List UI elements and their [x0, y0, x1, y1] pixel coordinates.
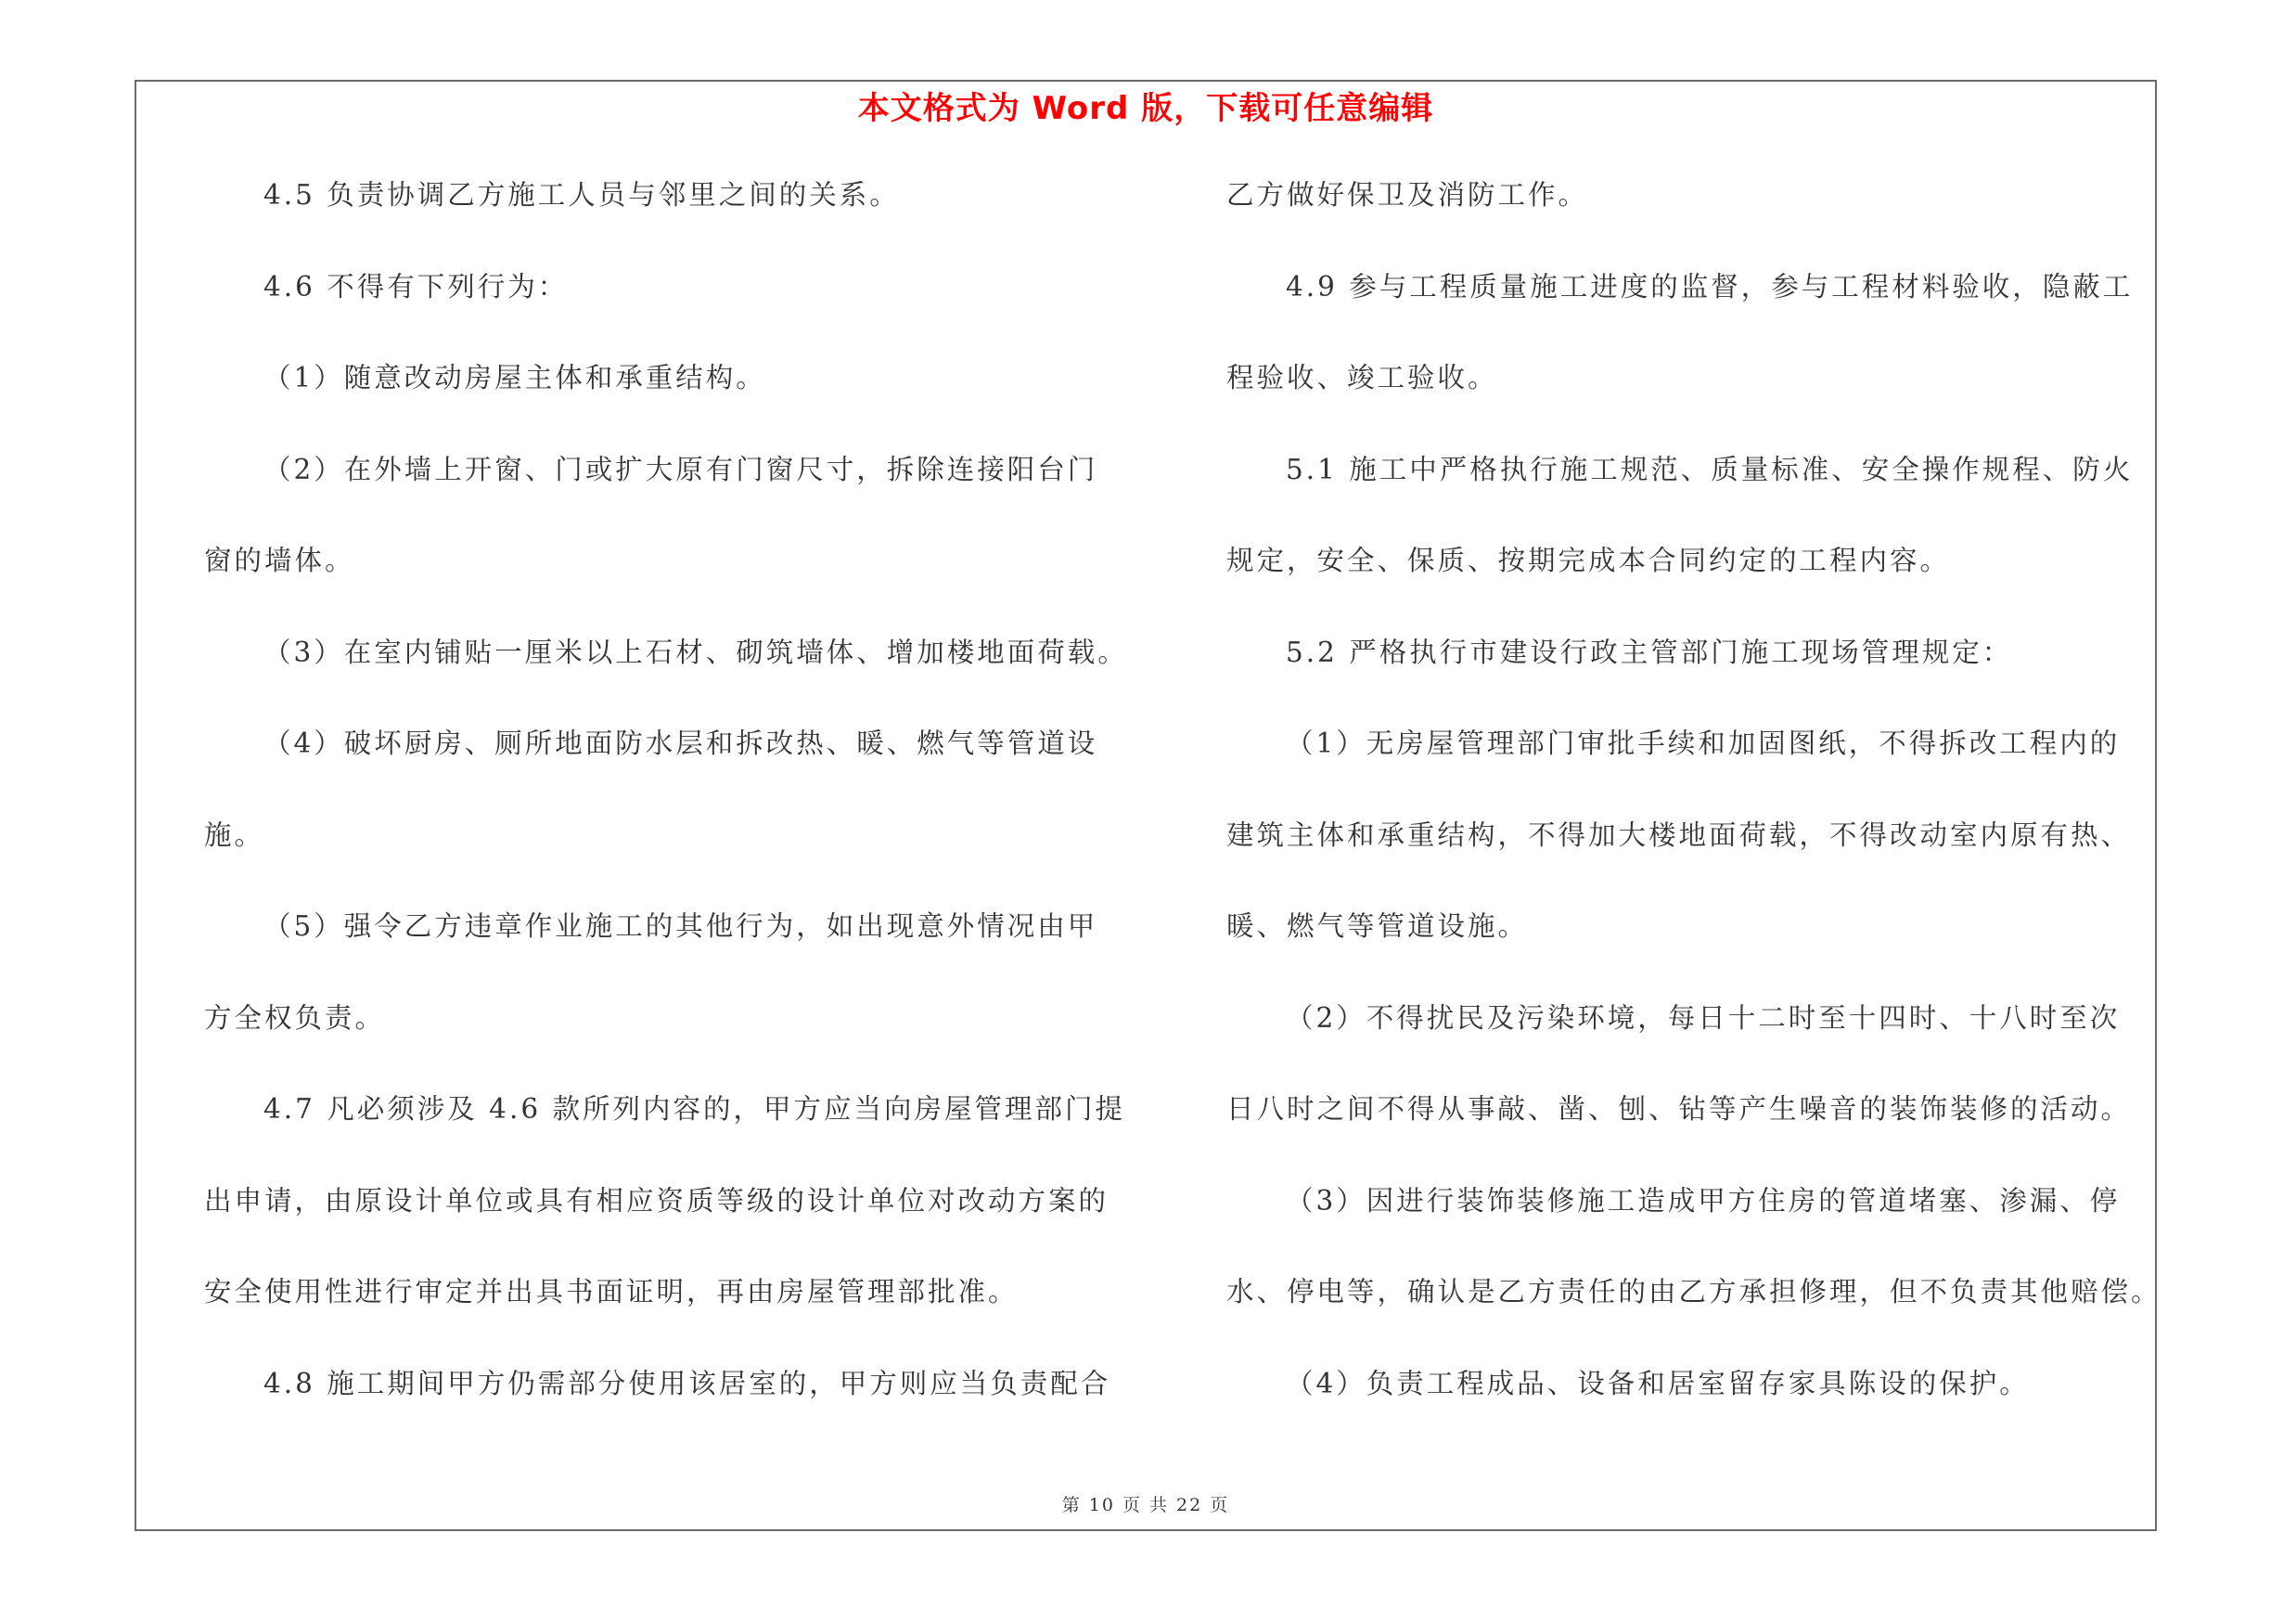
text-line: 日八时之间不得从事敲、凿、刨、钻等产生噪音的装饰装修的活动。 — [1226, 1093, 2132, 1125]
text-line: 方全权负责。 — [204, 1001, 386, 1034]
text-line: （3）在室内铺贴一厘米以上石材、砌筑墙体、增加楼地面荷载。 — [263, 636, 1128, 668]
text-line: （1）无房屋管理部门审批手续和加固图纸，不得拆改工程内的 — [1286, 728, 2121, 759]
text-line: 5.1 施工中严格执行施工规范、质量标准、安全操作规程、防火 — [1286, 453, 2134, 485]
text-line: （3）因进行装饰装修施工造成甲方住房的管道堵塞、渗漏、停 — [1286, 1184, 2121, 1217]
text-line: 程验收、竣工验收。 — [1226, 362, 1498, 393]
text-line: 出申请，由原设计单位或具有相应资质等级的设计单位对改动方案的 — [204, 1184, 1110, 1217]
text-line: 4.6 不得有下列行为： — [263, 270, 569, 303]
text-line: （5）强令乙方违章作业施工的其他行为，如出现意外情况由甲 — [263, 910, 1098, 942]
text-line: 4.7 凡必须涉及 4.6 款所列内容的，甲方应当向房屋管理部门提 — [263, 1093, 1125, 1125]
text-line: 暖、燃气等管道设施。 — [1226, 910, 1529, 942]
text-line: 水、停电等，确认是乙方责任的由乙方承担修理，但不负责其他赔偿。 — [1226, 1276, 2161, 1307]
text-line: 乙方做好保卫及消防工作。 — [1226, 179, 1589, 211]
text-line: （4）破坏厨房、厕所地面防水层和拆改热、暖、燃气等管道设 — [263, 728, 1098, 759]
page-number-footer: 第 10 页 共 22 页 — [1061, 1495, 1230, 1515]
text-line: 规定，安全、保质、按期完成本合同约定的工程内容。 — [1226, 545, 1951, 576]
text-line: （4）负责工程成品、设备和居室留存家具陈设的保护。 — [1286, 1367, 2030, 1399]
text-line: 4.8 施工期间甲方仍需部分使用该居室的，甲方则应当负责配合 — [263, 1367, 1111, 1399]
text-line: （2）在外墙上开窗、门或扩大原有门窗尺寸，拆除连接阳台门 — [263, 453, 1098, 485]
header-title: 本文格式为 Word 版，下载可任意编辑 — [857, 90, 1434, 127]
text-line: （1）随意改动房屋主体和承重结构。 — [263, 362, 766, 393]
text-line: 施。 — [204, 818, 265, 851]
text-line: 4.9 参与工程质量施工进度的监督，参与工程材料验收，隐蔽工 — [1286, 270, 2134, 303]
text-line: （2）不得扰民及污染环境，每日十二时至十四时、十八时至次 — [1286, 1001, 2121, 1034]
text-line: 安全使用性进行审定并出具书面证明，再由房屋管理部批准。 — [204, 1276, 1019, 1307]
text-line: 窗的墙体。 — [204, 545, 355, 576]
text-line: 建筑主体和承重结构，不得加大楼地面荷载，不得改动室内原有热、 — [1226, 818, 2132, 851]
text-line: 4.5 负责协调乙方施工人员与邻里之间的关系。 — [263, 179, 900, 211]
text-line: 5.2 严格执行市建设行政主管部门施工现场管理规定： — [1286, 636, 2013, 668]
